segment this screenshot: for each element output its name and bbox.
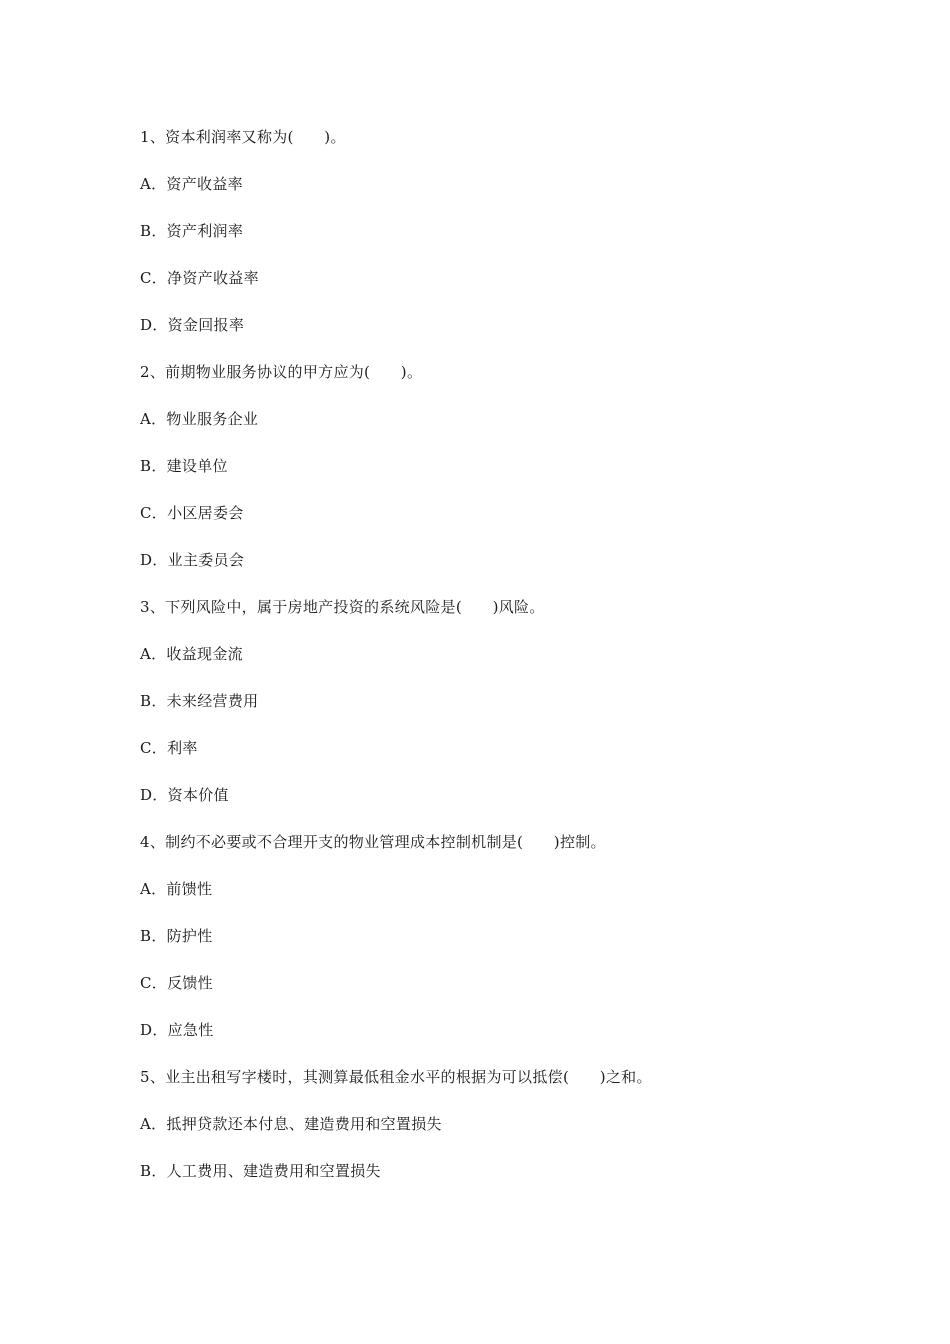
question-5: 5、业主出租写字楼时，其测算最低租金水平的根据为可以抵偿( )之和。	[140, 1068, 652, 1086]
question-3: 3、下列风险中，属于房地产投资的系统风险是( )风险。	[140, 598, 545, 616]
question-4-option-c: C．反馈性	[140, 974, 213, 992]
question-2: 2、前期物业服务协议的甲方应为( )。	[140, 363, 423, 381]
question-2-option-b: B．建设单位	[140, 457, 228, 475]
question-3-option-b: B．未来经营费用	[140, 692, 259, 710]
question-4-option-b: B．防护性	[140, 927, 213, 945]
question-4: 4、制约不必要或不合理开支的物业管理成本控制机制是( )控制。	[140, 833, 606, 851]
question-1: 1、资本利润率又称为( )。	[140, 128, 346, 146]
question-1-option-b: B．资产利润率	[140, 222, 244, 240]
question-1-option-d: D．资金回报率	[140, 316, 245, 334]
question-2-option-a: A．物业服务企业	[140, 410, 259, 428]
question-4-option-d: D．应急性	[140, 1021, 214, 1039]
question-3-option-c: C．利率	[140, 739, 198, 757]
question-list	[140, 126, 840, 1207]
question-3-option-a: A．收益现金流	[140, 645, 243, 663]
question-2-option-d: D．业主委员会	[140, 551, 245, 569]
question-4-option-a: A．前馈性	[140, 880, 213, 898]
question-5-option-a: A．抵押贷款还本付息、建造费用和空置损失	[140, 1115, 442, 1133]
question-3-option-d: D．资本价值	[140, 786, 229, 804]
question-5-option-b: B．人工费用、建造费用和空置损失	[140, 1162, 381, 1180]
question-1-option-c: C．净资产收益率	[140, 269, 259, 287]
question-2-option-c: C．小区居委会	[140, 504, 244, 522]
question-1-option-a: A．资产收益率	[140, 175, 243, 193]
